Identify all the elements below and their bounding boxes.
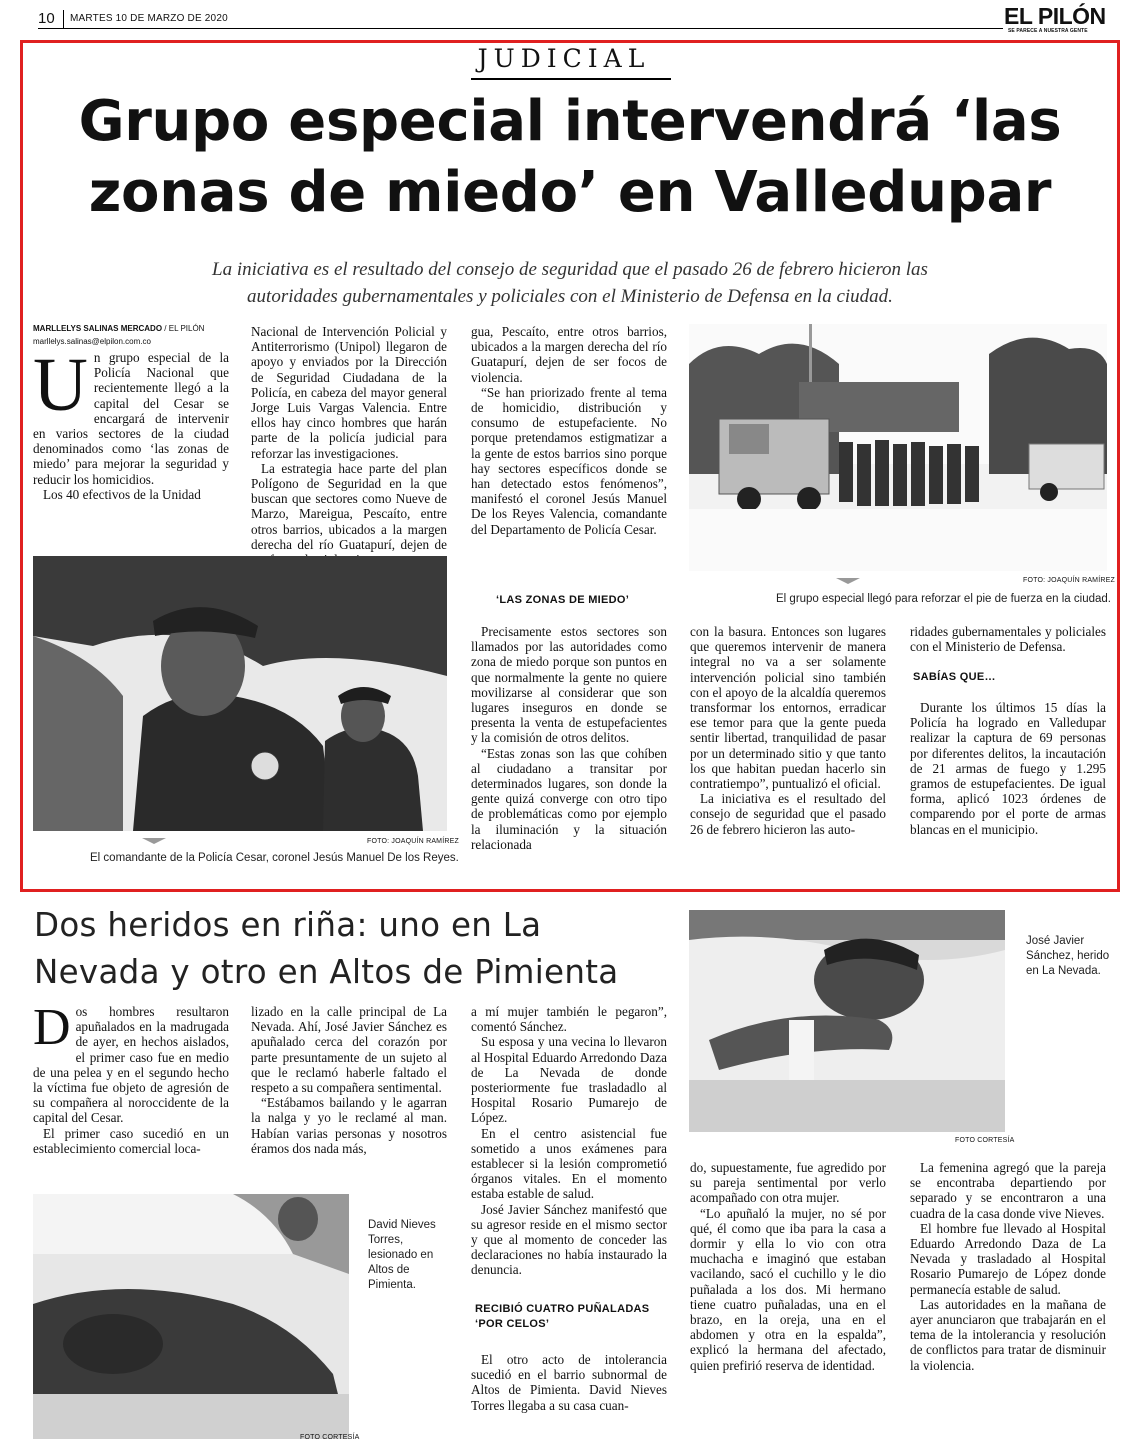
paragraph: El primer caso sucedió en un establecimiento comercial loca- xyxy=(33,1125,229,1156)
dropcap: D xyxy=(33,999,71,1056)
author-email: marllelys.salinas@elpilon.com.co xyxy=(33,337,151,346)
paragraph: Durante los últimos 15 días la Policía ha logrado en Valledupar realizar la captura de 69 personas por diferentes delitos, la incautación de 21 armas de fuego y 1.295 gramos de estupefacientes. De igual forma, aplicó 1023 órdenes de comparendo por el porte de armas blancas en el municipio. xyxy=(910,700,1106,837)
paragraph: El hombre fue llevado al Hospital Eduardo Arredondo Daza de La Nevada y trasladado al Hospital Rosario Pumarejo de López donde permanecía estable de salud. xyxy=(910,1220,1106,1297)
story2-column-4 xyxy=(690,1160,886,1373)
photo-credit: FOTO: JOAQUÍN RAMÍREZ xyxy=(367,838,459,845)
newspaper-logo: EL PILÓN xyxy=(1004,3,1106,29)
photo-caption: El grupo especial llegó para reforzar el pie de fuerza en la ciudad. xyxy=(776,593,1111,605)
headline-secondary xyxy=(34,902,694,996)
paragraph: n grupo especial de la Policía Nacional que recientemente llegó a la capital del Cesar se encargará de intervenir en varios sectores de la ciudad denominados como ‘las zonas de miedo’ para mejorar la seguridad y reducir los homicidios. xyxy=(33,350,229,487)
paragraph: En el centro asistencial fue sometido a unos exámenes para establecer si la lesión comprometió órganos vitales. En el momento estaba estable de salud. xyxy=(471,1125,667,1202)
story1-column-5b xyxy=(910,700,1106,837)
logo-tagline: SE PARECE A NUESTRA GENTE xyxy=(1008,28,1088,34)
paragraph: El otro acto de intolerancia sucedió en el barrio subnormal de Altos de Pimienta. David Nieves Torres llegaba a su casa cuan- xyxy=(471,1352,667,1413)
story1-column-5 xyxy=(910,624,1106,654)
photo-caption: El comandante de la Policía Cesar, coronel Jesús Manuel De los Reyes. xyxy=(90,852,459,864)
hospital-patient-photo xyxy=(33,1194,349,1439)
author-outlet: / EL PILÓN xyxy=(164,324,205,333)
section-underline xyxy=(471,78,671,80)
paragraph: “Lo apuñaló la mujer, no sé por qué, él como que iba para la casa a dormir y ella lo vio con otra muchacha e imaginó que estaban vacilando, sacó el cuchillo y le dio puñalada a los dos. Mi hermano tiene cuatro puñaladas, una en el brazo, en la oreja, una en el abdomen y otra en la espalda”, explicó la hermana del afectado, quien prefirió reserva de identidad. xyxy=(690,1205,886,1373)
issue-date: MARTES 10 DE MARZO DE 2020 xyxy=(70,13,228,24)
paragraph: La estrategia hace parte del plan Polígono de Seguridad en la que buscan que sectores como Nueve de Marzo, Mareigua, Pescaíto, entre otros barrios, ubicados a la margen derecha del río Guatapurí, dejen de xyxy=(251,460,447,552)
deck-line-2: autoridades gubernamentales y policiales con el Ministerio de Defensa en la ciudad. xyxy=(247,286,893,307)
photo-credit: FOTO: JOAQUÍN RAMÍREZ xyxy=(1023,577,1115,584)
byline xyxy=(33,324,204,333)
paragraph: Las autoridades en la mañana de ayer anunciaron que trabajarán en el tema de la intolerancia y resolución de conflictos para tratar de disminuir la violencia. xyxy=(910,1296,1106,1373)
page-number: 10 xyxy=(38,10,55,27)
photo-caption: José Javier Sánchez, herido en La Nevada. xyxy=(1026,935,1110,977)
paragraph: Nacional de Intervención Policial y Antiterrorismo (Unipol) llegaron de apoyo y enviados por la Dirección de Seguridad Ciudadana de la Policía, en cabeza del mayor general Jorge Luis Vargas Valencia. Entre ellos hay cinco hombres que harán parte de la policía judicial para reforzar las investigaciones. xyxy=(251,324,447,461)
police-group-photo xyxy=(689,324,1107,571)
paragraph: Los 40 efectivos de la Unidad xyxy=(43,486,201,502)
paragraph: La iniciativa es el resultado del consejo de seguridad que el pasado 26 de febrero hicieron las auto- xyxy=(690,791,886,837)
header-divider xyxy=(63,10,64,28)
paragraph: a mí mujer también le pegaron”, comentó Sánchez. xyxy=(471,1004,667,1035)
header-rule xyxy=(38,28,1003,29)
caption-arrow-icon xyxy=(836,578,860,584)
subheading: ‘LAS ZONAS DE MIEDO’ xyxy=(496,594,630,606)
section-label: JUDICIAL xyxy=(477,44,651,73)
story2-column-2 xyxy=(251,1004,447,1156)
deck-line-1: La iniciativa es el resultado del consejo de seguridad que el pasado 26 de febrero hicieron las xyxy=(212,259,928,280)
paragraph: “Estábamos bailando y le agarran la nalga y yo le reclamé al man. Habían varias personas y nosotros éramos dos nada más, xyxy=(251,1095,447,1156)
subheading: RECIBIÓ CUATRO PUÑALADAS ‘POR CELOS’ xyxy=(475,1303,650,1330)
story1-column-4 xyxy=(690,624,886,837)
paragraph: ridades gubernamentales y policiales con el Ministerio de Defensa. xyxy=(910,624,1106,655)
headline-line-1: Dos heridos en riña: uno en La xyxy=(34,906,542,944)
photo-credit: FOTO CORTESÍA xyxy=(955,1137,1015,1144)
paragraph: Precisamente estos sectores son llamados por las autoridades como zona de miedo porque son puntos en que normalmente la gente no quiere movilizarse al considerar que son lugares inseguros en donde se presenta la venta de estupefacientes y la comisión de otros delitos. xyxy=(471,624,667,746)
photo-credit: FOTO CORTESÍA xyxy=(300,1434,360,1441)
paragraph: La femenina agregó que la pareja se encontraba departiendo por separado y se encontraron a una cuadra de la casa donde vive Nieves. xyxy=(910,1160,1106,1221)
dropcap: U xyxy=(33,343,88,427)
story1-column-1 xyxy=(33,343,229,502)
headline-line-2: zonas de miedo’ en Valledupar xyxy=(88,160,1052,225)
headline-line-1: Grupo especial intervendrá ‘las xyxy=(78,89,1062,154)
story1-column-2 xyxy=(251,324,447,552)
injured-man-photo xyxy=(689,910,1005,1132)
story2-column-3 xyxy=(471,1004,667,1278)
paragraph: con la basura. Entonces son lugares que queremos intervenir de manera integral no va a ser solamente intervención policial sino también con el apoyo de la alcaldía queremos transformar los entornos, erradicar ese temor para que la gente pueda sentir libertad, tranquilidad de pasar por un determinado sitio y que tanto los que habitan puedan hacerlo sin contratiempo”, puntualizó el oficial. xyxy=(690,624,886,792)
paragraph: Su esposa y una vecina lo llevaron al Hospital Eduardo Arredondo Daza de La Nevada de donde posteriormente fue trasladadlo al Hospital Rosario Pumarejo de López. xyxy=(471,1034,667,1126)
paragraph: “Se han priorizado frente al tema de homicidio, distribución y consumo de estupefaciente. No porque pretendamos estigmatizar a la gente de estos barrios sino porque hay sectores específicos donde se han detectado estos fenómenos”, manifestó el coronel Jesús Manuel De los Reyes Valencia, comandante del Departamento de Policía Cesar. xyxy=(471,384,667,537)
story2-column-1 xyxy=(33,999,229,1156)
paragraph: “Estas zonas son las que cohíben al ciudadano a transitar por determinados lugares, son donde la gente quizá converge con otro tipo de problemáticas como por ejemplo la iluminación y la situación relacionada xyxy=(471,745,667,852)
headline-line-2: Nevada y otro en Altos de Pimienta xyxy=(34,953,619,991)
story2-column-3b xyxy=(471,1352,667,1413)
paragraph: José Javier Sánchez manifestó que su agresor reside en el mismo sector y que al momento de conceder las declaraciones no había instaurado la denuncia. xyxy=(471,1201,667,1278)
story2-column-5 xyxy=(910,1160,1106,1373)
police-commander-photo xyxy=(33,556,447,831)
paragraph: lizado en la calle principal de La Nevada. Ahí, José Javier Sánchez es apuñalado cerca del corazón por parte presuntamente de un sujeto al que le reclamó haberle faltado el respeto a su compañera sentimental. xyxy=(251,1004,447,1096)
author-name: MARLLELYS SALINAS MERCADO xyxy=(33,324,163,333)
headline xyxy=(30,86,1110,228)
paragraph: os hombres resultaron apuñalados en la madrugada de ayer, en hechos aislados, el primer caso fue en medio de una pelea y en el segundo hecho la víctima fue objeto de agresión de su compañera al noroccidente de la capital del Cesar. xyxy=(33,1004,229,1126)
story1-column-3 xyxy=(471,324,667,537)
story1-column-3b xyxy=(471,624,667,852)
paragraph: gua, Pescaíto, entre otros barrios, ubicados a la margen derecha del río Guatapurí, dejen de ser focos de violencia. xyxy=(471,324,667,385)
caption-arrow-icon xyxy=(142,838,166,844)
paragraph: do, supuestamente, fue agredido por su pareja sentimental por verlo acompañado con otra mujer. xyxy=(690,1160,886,1206)
deck xyxy=(60,256,1080,310)
subheading: SABÍAS QUE… xyxy=(913,671,996,683)
photo-caption: David Nieves Torres, lesionado en Altos de Pimienta. xyxy=(368,1219,436,1291)
